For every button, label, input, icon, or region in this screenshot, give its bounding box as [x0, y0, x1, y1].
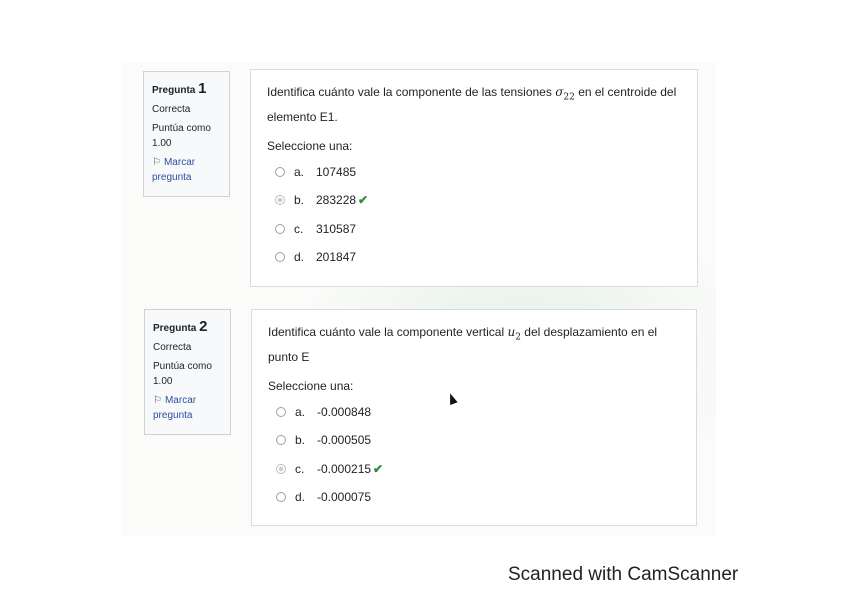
question-number-value: 2	[199, 318, 208, 335]
question-number	[153, 316, 222, 338]
option-letter: b.	[294, 193, 305, 208]
flag-icon: ⚐	[152, 157, 161, 169]
radio-button[interactable]	[276, 407, 286, 417]
check-icon: ✔	[373, 461, 384, 476]
question-number	[152, 78, 221, 100]
question-text-part: del desplazamiento en el punto E	[268, 325, 658, 365]
flag-label: Marcar pregunta	[152, 157, 196, 183]
answer-option-b[interactable]	[268, 426, 680, 455]
check-icon: ✔	[358, 193, 369, 208]
radio-button-selected[interactable]	[275, 195, 285, 205]
option-letter: b.	[295, 433, 306, 448]
question-label: Pregunta	[152, 85, 196, 96]
grade-label: Puntúa como	[153, 361, 212, 373]
option-value: -0.000505	[317, 433, 372, 448]
answer-option-a[interactable]	[267, 157, 681, 186]
option-letter: a.	[294, 164, 305, 179]
scanner-watermark: Scanned with CamScanner	[508, 564, 739, 585]
grade-label: Puntúa como	[152, 123, 211, 135]
radio-button[interactable]	[275, 167, 285, 177]
radio-button[interactable]	[276, 492, 286, 502]
answer-option-c[interactable]	[267, 214, 681, 243]
question-1-info	[143, 71, 230, 197]
option-value: 283228	[316, 193, 357, 208]
question-grade	[152, 122, 221, 151]
option-letter: a.	[295, 404, 306, 419]
symbol-char: σ	[555, 85, 564, 99]
question-text	[268, 322, 678, 367]
question-text-part: Identifica cuánto vale la componente vertical	[268, 325, 505, 339]
flag-icon: ⚐	[153, 395, 162, 407]
flag-label: Marcar pregunta	[153, 395, 197, 421]
flag-question-link[interactable]	[153, 394, 222, 423]
option-letter: c.	[295, 461, 305, 476]
question-grade	[153, 360, 222, 389]
radio-button[interactable]	[275, 224, 285, 234]
question-label: Pregunta	[153, 323, 197, 334]
answer-option-c[interactable]	[268, 454, 680, 483]
flag-question-link[interactable]	[152, 156, 221, 185]
answer-option-d[interactable]	[267, 243, 681, 272]
option-letter: c.	[294, 221, 304, 236]
question-number-value: 1	[198, 80, 207, 97]
answer-option-d[interactable]	[268, 483, 680, 512]
option-value: -0.000215	[317, 461, 372, 476]
question-state: Correcta	[152, 103, 191, 115]
question-2-content	[251, 309, 697, 526]
question-state: Correcta	[153, 341, 192, 353]
radio-button[interactable]	[276, 435, 286, 445]
radio-button[interactable]	[275, 252, 285, 262]
select-prompt: Seleccione una:	[268, 379, 354, 394]
option-value: 310587	[316, 221, 357, 236]
option-value: -0.000075	[317, 490, 372, 505]
option-value: -0.000848	[317, 404, 372, 419]
grade-value: 1.00	[153, 375, 173, 387]
symbol-char: u	[507, 325, 516, 339]
answer-option-a[interactable]	[268, 397, 680, 426]
u-symbol	[507, 325, 521, 343]
answer-option-b[interactable]	[267, 186, 681, 215]
option-letter: d.	[294, 250, 305, 265]
radio-button-selected[interactable]	[276, 464, 286, 474]
grade-value: 1.00	[152, 137, 172, 149]
question-2-info	[144, 309, 231, 435]
question-text-part: Identifica cuánto vale la componente de las tensiones	[267, 85, 552, 99]
question-text	[267, 82, 677, 127]
question-1-content	[250, 69, 698, 287]
symbol-subscript: 2	[515, 332, 521, 343]
symbol-subscript: 22	[563, 92, 575, 103]
option-value: 201847	[316, 250, 357, 265]
sigma-symbol	[555, 85, 575, 103]
option-value: 107485	[316, 164, 357, 179]
select-prompt: Seleccione una:	[267, 139, 353, 154]
question-text-part: en el centroide del elemento E1.	[267, 85, 677, 125]
option-letter: d.	[295, 490, 306, 505]
